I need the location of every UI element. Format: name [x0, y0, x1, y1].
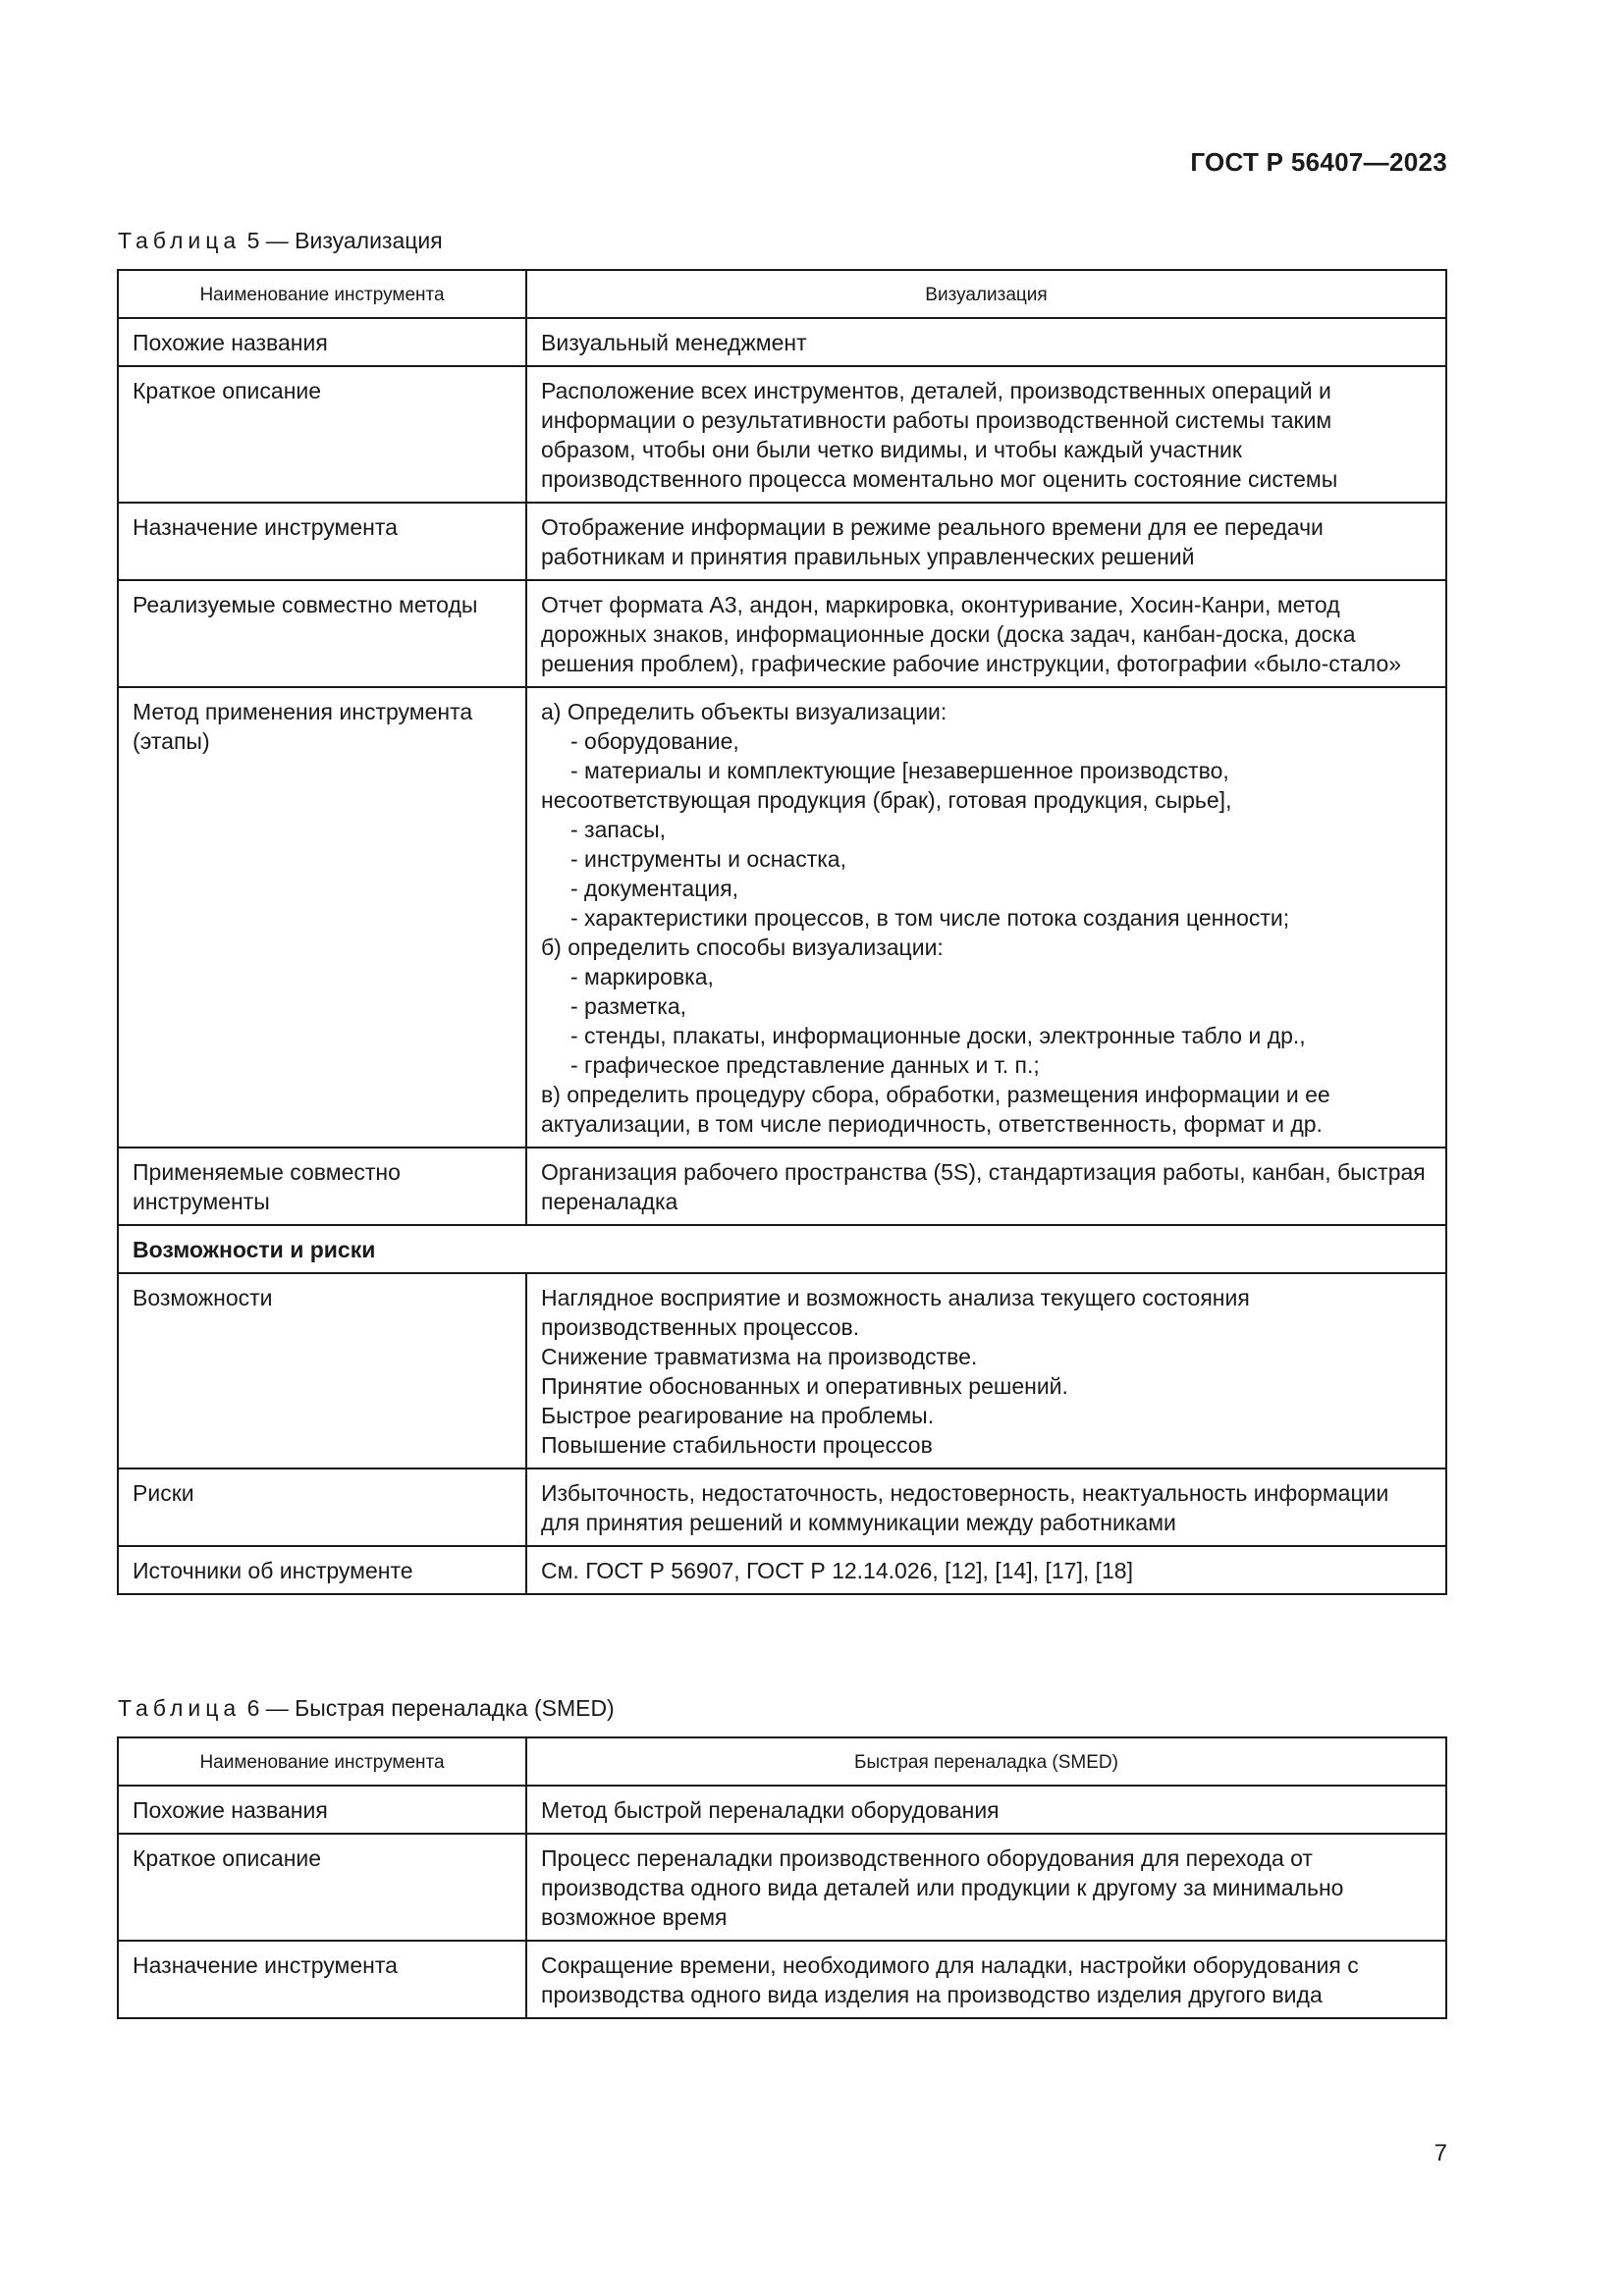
- table-row: [118, 1786, 1446, 1834]
- opportunity-line: Наглядное восприятие и возможность анализа текущего состояния производственных процессов.: [541, 1285, 1250, 1340]
- table6-caption-prefix: Таблица: [118, 1695, 242, 1721]
- table5-caption-title: 5 — Визуализация: [241, 228, 443, 253]
- row-value: См. ГОСТ Р 56907, ГОСТ Р 12.14.026, [12], [14], [17], [18]: [526, 1546, 1446, 1594]
- step-subitem: - материалы и комплектующие [незавершенное производство, несоответствующая продукция (брак), готовая продукция, сырье],: [541, 758, 1232, 813]
- row-value: Отчет формата А3, андон, маркировка, оконтуривание, Хосин-Канри, метод дорожных знаков, информационные доски (доска задач, канбан-доска, доска решения проблем), графические рабочие инструкции, фотографии «было-стало»: [526, 580, 1446, 687]
- step-subitem: - оборудование,: [570, 728, 739, 754]
- row-label: Краткое описание: [118, 1834, 526, 1941]
- table6-caption-title: 6 — Быстрая переналадка (SMED): [241, 1695, 615, 1721]
- opportunity-line: Снижение травматизма на производстве.: [541, 1344, 978, 1369]
- row-label: Похожие названия: [118, 1786, 526, 1834]
- row-value: [526, 1273, 1446, 1468]
- table5-col-header: Наименование инструмента: [118, 270, 526, 318]
- row-value: Метод быстрой переналадки оборудования: [526, 1786, 1446, 1834]
- row-value: Сокращение времени, необходимого для наладки, настройки оборудования с производства одного вида изделия на производство изделия другого вида: [526, 1941, 1446, 2018]
- table-row: [118, 580, 1446, 687]
- row-label: Краткое описание: [118, 366, 526, 503]
- table-row: [118, 1834, 1446, 1941]
- table-row: [118, 366, 1446, 503]
- table-row: [118, 503, 1446, 580]
- table-row: [118, 1468, 1446, 1546]
- step-line: в) определить процедуру сбора, обработки, размещения информации и ее актуализации, в том числе периодичность, ответственность, формат и др.: [541, 1082, 1330, 1137]
- page-number: 7: [1434, 2140, 1447, 2166]
- row-label: Возможности: [118, 1273, 526, 1468]
- table5: [117, 269, 1447, 1595]
- table6: [117, 1736, 1447, 2019]
- section-row: [118, 1225, 1446, 1273]
- table5-header-row: [118, 270, 1446, 318]
- step-subitem: - запасы,: [570, 817, 667, 842]
- row-value-steps: [526, 687, 1446, 1148]
- step-subitem: - документация,: [570, 876, 739, 901]
- row-value: Процесс переналадки производственного оборудования для перехода от производства одного вида деталей или продукции к другому за минимально возможное время: [526, 1834, 1446, 1941]
- table-row: [118, 1273, 1446, 1468]
- table5-caption-prefix: Таблица: [118, 228, 242, 253]
- row-value: Расположение всех инструментов, деталей, производственных операций и информации о результативности работы производственной системы таким образом, чтобы они были четко видимы, и чтобы каждый участник производственного процесса моментально мог оценить состояние системы: [526, 366, 1446, 503]
- row-value: Избыточность, недостаточность, недостоверность, неактуальность информации для принятия решений и коммуникации между работниками: [526, 1468, 1446, 1546]
- row-value: Визуальный менеджмент: [526, 318, 1446, 366]
- row-label: Применяемые совместно инструменты: [118, 1148, 526, 1225]
- step-subitem: - графическое представление данных и т. п.;: [570, 1052, 1040, 1078]
- table6-header-row: [118, 1737, 1446, 1786]
- step-line: а) Определить объекты визуализации:: [541, 699, 947, 724]
- table6-caption: [118, 1695, 615, 1722]
- table6-col-header: Быстрая переналадка (SMED): [526, 1737, 1446, 1786]
- document-code: ГОСТ Р 56407—2023: [1190, 147, 1447, 177]
- step-line: б) определить способы визуализации:: [541, 934, 944, 960]
- table-row: [118, 687, 1446, 1148]
- table6-col-header: Наименование инструмента: [118, 1737, 526, 1786]
- step-subitem: - инструменты и оснастка,: [570, 846, 846, 872]
- row-label: Риски: [118, 1468, 526, 1546]
- row-label: Источники об инструменте: [118, 1546, 526, 1594]
- step-subitem: - характеристики процессов, в том числе потока создания ценности;: [570, 905, 1290, 931]
- row-value: Организация рабочего пространства (5S), стандартизация работы, канбан, быстрая переналадка: [526, 1148, 1446, 1225]
- row-label: Похожие названия: [118, 318, 526, 366]
- row-label: Назначение инструмента: [118, 503, 526, 580]
- section-title: Возможности и риски: [118, 1225, 1446, 1273]
- row-label: Реализуемые совместно методы: [118, 580, 526, 687]
- table5-caption: [118, 228, 443, 254]
- step-subitem: - разметка,: [570, 993, 687, 1019]
- step-subitem: - маркировка,: [570, 964, 714, 989]
- table-row: [118, 1546, 1446, 1594]
- opportunity-line: Повышение стабильности процессов: [541, 1432, 933, 1458]
- opportunity-line: Быстрое реагирование на проблемы.: [541, 1403, 935, 1428]
- table-row: [118, 1941, 1446, 2018]
- table-row: [118, 1148, 1446, 1225]
- table5-col-header: Визуализация: [526, 270, 1446, 318]
- row-label: Метод применения инструмента (этапы): [118, 687, 526, 1148]
- step-subitem: - стенды, плакаты, информационные доски, электронные табло и др.,: [570, 1023, 1306, 1048]
- row-value: Отображение информации в режиме реального времени для ее передачи работникам и принятия правильных управленческих решений: [526, 503, 1446, 580]
- opportunity-line: Принятие обоснованных и оперативных решений.: [541, 1373, 1068, 1399]
- table-row: [118, 318, 1446, 366]
- row-label: Назначение инструмента: [118, 1941, 526, 2018]
